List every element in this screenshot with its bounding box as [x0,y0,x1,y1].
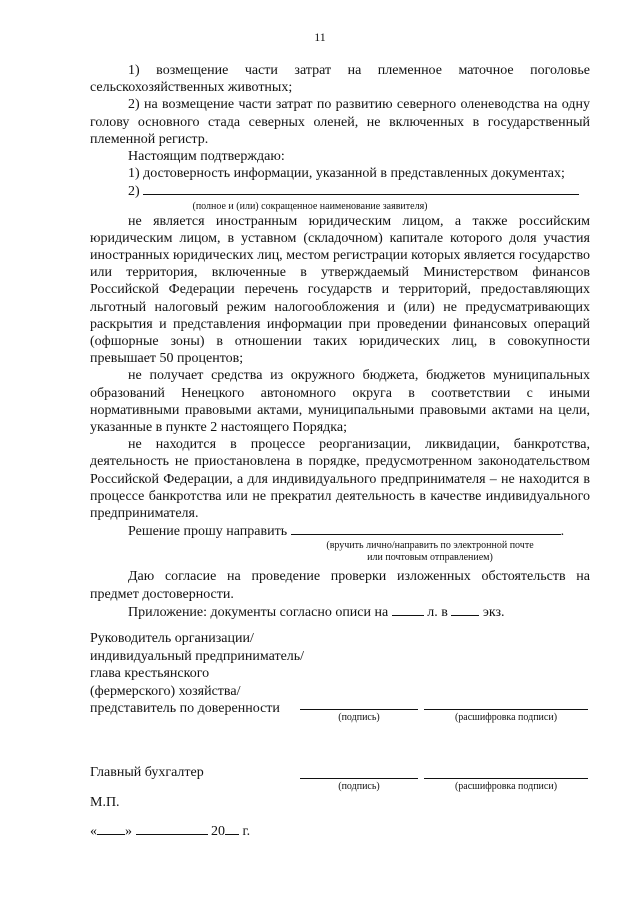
signer-signature-line [300,708,418,710]
attachment-copies-blank [451,603,479,616]
accountant-signature-line [300,777,418,779]
confirm-item-1: 1) достоверность информации, указанной в представленных документах; [128,166,565,182]
signer-signature-note: (подпись) [338,712,380,723]
date-year-blank [225,822,239,835]
date-suffix: г. [242,824,251,839]
date-row [90,822,590,841]
document-body [90,62,590,621]
decision-note-2: или почтовым отправлением) [367,552,493,564]
decision-label: Решение прошу направить [128,524,288,540]
signer-line-2: индивидуальный предприниматель/ [90,648,305,664]
page-number: 11 [314,30,326,44]
signer-line-4: (фермерского) хозяйства/ [90,683,241,699]
paragraph-budget-funds: не получает средства из окружного бюджета, бюджетов муниципальных образований Ненецкого автономного округа в соответствии с иными нормативными правовыми актами, муниципальными правовыми актами на цели, указанные в пункте 2 настоящего Порядка; [90,368,590,436]
item-2: 2) на возмещение части затрат по развитию северного оленеводства на одну голову основного стада северных оленей, не включенных в государственный племенной регистр. [90,97,590,147]
confirm-heading: Настоящим подтверждаю: [128,149,285,165]
accountant-signature-note: (подпись) [338,781,380,792]
attachment-row [90,603,590,621]
date-month-blank [136,822,208,835]
item-1-line-1: 1) возмещение части затрат на племенное маточное поголовье [128,63,590,78]
signer-decode-note: (расшифровка подписи) [454,712,558,723]
signer-block [90,630,590,718]
accountant-decode-line [424,777,588,779]
paragraph-foreign-entity: не является иностранным юридическим лицом, а также российским юридическим лицом, в уставном (складочном) капитале которого доля участия иностранных юридических лиц, местом регистрации которых является государство или территория, включенные в утверждаемый Министерством финансов Российской Федерации перечень государств и территорий, предоставляющих льготный налоговый режим налогообложения и (или) не предусматривающих раскрытия и представления информации при проведении финансовых операций (офшорные зоны) в отношении таких юридических лиц, в совокупности превышает 50 процентов; [90,213,590,367]
attachment-suffix: экз. [482,604,505,620]
attachment-mid: л. в [427,604,448,620]
accountant-decode-note: (расшифровка подписи) [454,781,558,792]
item-1-line-2: сельскохозяйственных животных; [90,80,293,96]
attachment-prefix: Приложение: документы согласно описи на [128,604,389,620]
attachment-pages-blank [392,603,424,616]
confirm-item-2 [90,182,590,200]
decision-row: Решение прошу направить . [128,524,565,540]
applicant-name-blank [143,182,579,195]
decision-method-blank [291,522,561,535]
date-open-quote: « [90,824,97,839]
decision-note-1: (вручить лично/направить по электронной почте [326,540,534,552]
consent-paragraph: Даю согласие на проведение проверки изложенных обстоятельств на предмет достоверности. [90,569,590,602]
date-close-quote: » [125,824,132,839]
signer-decode-line [424,708,588,710]
confirm-item-2-number: 2) [128,184,140,200]
signer-line-5: представитель по доверенности [90,701,280,716]
signer-line-3: глава крестьянского [90,666,210,681]
stamp-label: М.П. [90,795,120,810]
date-year-prefix: 20 [211,824,225,839]
paragraph-reorganization: не находится в процессе реорганизации, ликвидации, банкротства, деятельность не приостановлена в порядке, предусмотренном законодательством Российской Федерации, а для индивидуального предпринимателя – не находится в процессе банкротства или не прекратил деятельность в качестве индивидуального предпринимателя. [90,437,590,522]
applicant-name-note: (полное и (или) сокращенное наименование заявителя) [192,200,428,212]
chief-accountant-label: Главный бухгалтер [90,765,204,780]
date-day-blank [97,822,125,835]
signer-line-1: Руководитель организации/ [90,631,254,646]
